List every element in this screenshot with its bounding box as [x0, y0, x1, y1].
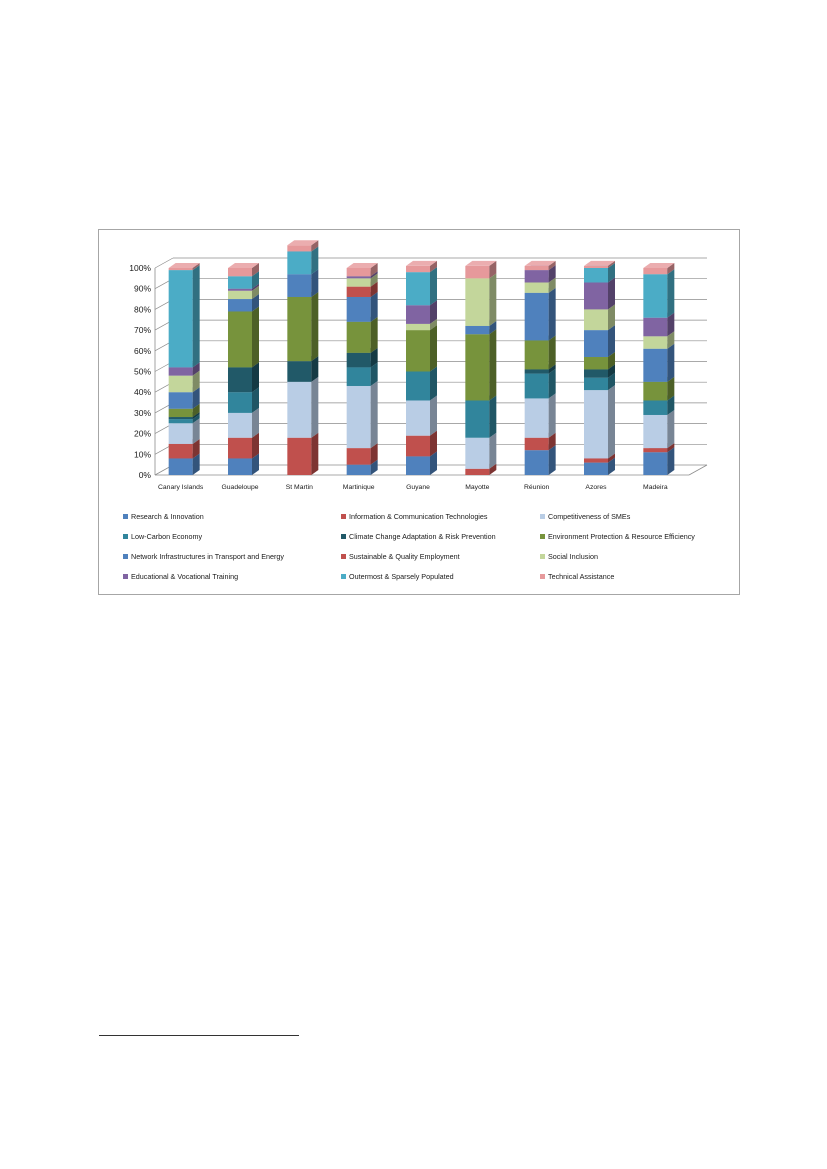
- legend-swatch: [540, 554, 545, 559]
- legend-swatch: [341, 574, 346, 579]
- bar-segment-front: [169, 270, 193, 367]
- legend-swatch: [341, 554, 346, 559]
- bar-segment-front: [643, 318, 667, 337]
- y-tick-label: 0%: [138, 470, 151, 480]
- bar-segment-front: [525, 374, 549, 399]
- bar-segment: [347, 317, 378, 353]
- bar-segment-side: [311, 377, 318, 438]
- x-category-label: Mayotte: [465, 484, 490, 491]
- bar-segment-front: [643, 452, 667, 475]
- bar-segment-front: [228, 268, 252, 276]
- footnote-separator: [99, 1035, 299, 1036]
- bar-segment-front: [406, 324, 430, 330]
- bar-segment-side: [371, 381, 378, 448]
- bar-segment-front: [525, 438, 549, 450]
- bar-segment-side: [549, 335, 556, 369]
- bar-segment-front: [228, 276, 252, 288]
- legend-label: Social Inclusion: [548, 552, 598, 561]
- bar-segment-front: [347, 287, 371, 297]
- legend-swatch: [540, 574, 545, 579]
- legend-item: [540, 512, 630, 521]
- x-axis-categories: [158, 484, 668, 491]
- bar-segment-front: [525, 266, 549, 270]
- y-tick-label: 100%: [129, 263, 151, 273]
- bar-segment-front: [584, 357, 608, 369]
- x-category-label: Martinique: [342, 484, 375, 491]
- bar-segment: [584, 385, 615, 458]
- bar-segment-front: [347, 448, 371, 465]
- legend-item: [341, 572, 454, 581]
- bar-segment-side: [430, 267, 437, 305]
- bar-segment-front: [169, 419, 193, 423]
- x-category-label: Réunion: [524, 484, 550, 491]
- bar-segment-front: [228, 438, 252, 459]
- bar-segment-front: [347, 322, 371, 353]
- bar-segment-front: [643, 415, 667, 448]
- bar-segment-side: [608, 325, 615, 357]
- legend-swatch: [123, 574, 128, 579]
- bar-segment-front: [643, 400, 667, 414]
- bar-segment-front: [525, 270, 549, 282]
- bar-segment-front: [347, 276, 371, 278]
- bar-segment: [465, 329, 496, 400]
- bar-segment-front: [465, 469, 489, 475]
- bar-segment: [287, 377, 318, 438]
- bar-segment: [347, 381, 378, 448]
- bar-segment-front: [643, 268, 667, 274]
- bar-segment-front: [228, 291, 252, 299]
- bar-segment-side: [549, 445, 556, 475]
- bar-segment: [287, 433, 318, 475]
- legend-item: [123, 512, 204, 521]
- bar-segment-side: [549, 288, 556, 341]
- bar-segment-side: [667, 410, 674, 448]
- bar-segment-front: [228, 392, 252, 413]
- legend-swatch: [341, 534, 346, 539]
- x-category-label: Canary Islands: [157, 484, 204, 491]
- bar-segment-front: [347, 278, 371, 286]
- bar-segment-front: [643, 382, 667, 401]
- bar-segment-front: [287, 382, 311, 438]
- bar-segment-front: [584, 378, 608, 390]
- bar-segment-front: [584, 266, 608, 268]
- bar-segment-side: [430, 367, 437, 401]
- legend-swatch: [540, 534, 545, 539]
- legend-item: [123, 572, 238, 581]
- bar-segment-front: [584, 390, 608, 458]
- bar-segment-front: [465, 334, 489, 400]
- bar-segment-front: [287, 274, 311, 297]
- bar-segment: [406, 325, 437, 371]
- y-axis-ticks: [129, 263, 151, 480]
- floor-right-edge: [689, 465, 707, 475]
- bar-segment: [406, 267, 437, 305]
- bar-segment-side: [311, 292, 318, 361]
- bar-segment-front: [584, 309, 608, 330]
- bar-segment-side: [608, 277, 615, 309]
- bar-segment-front: [643, 336, 667, 348]
- bar-segment-front: [347, 386, 371, 448]
- bar-segment-side: [371, 292, 378, 322]
- bar-segment-front: [525, 450, 549, 475]
- bar-segment-side: [252, 306, 259, 367]
- bar-segment: [169, 265, 200, 367]
- y-tick-label: 90%: [133, 283, 151, 294]
- bar-segment-front: [228, 311, 252, 367]
- bar-segment-front: [287, 297, 311, 361]
- bar-segment-side: [371, 317, 378, 353]
- legend-item: [540, 532, 695, 541]
- bar-segment-front: [465, 400, 489, 437]
- bar-segment-front: [643, 349, 667, 382]
- bar-segment-side: [311, 433, 318, 475]
- bar-segment-front: [406, 372, 430, 401]
- bar-segment-front: [584, 369, 608, 377]
- legend-item: [341, 532, 496, 541]
- legend-item: [540, 572, 614, 581]
- legend-item: [123, 552, 284, 561]
- bar-segment: [465, 261, 496, 278]
- bar-segment-front: [169, 423, 193, 444]
- bar-segment-side: [549, 393, 556, 437]
- bar-segment-front: [287, 245, 311, 251]
- bar-segment-front: [525, 369, 549, 373]
- bar-segment-front: [347, 465, 371, 475]
- y-tick-label: 10%: [133, 449, 151, 460]
- bar-segment: [287, 292, 318, 361]
- bar-segment: [465, 273, 496, 326]
- bar-segment-front: [347, 297, 371, 322]
- legend-label: Climate Change Adaptation & Risk Prevention: [349, 532, 496, 541]
- bar-segment-front: [169, 458, 193, 475]
- x-category-label: Guadeloupe: [221, 484, 259, 491]
- legend-item: [341, 552, 460, 561]
- bars-layer: [169, 240, 675, 475]
- bar-segment-front: [169, 392, 193, 409]
- bar-segment-side: [489, 273, 496, 326]
- bar-segment-front: [228, 289, 252, 291]
- x-category-label: Madeira: [643, 484, 668, 491]
- bar-segment-front: [169, 268, 193, 270]
- legend-item: [341, 512, 488, 521]
- bar-segment-side: [193, 265, 200, 367]
- bar-segment: [406, 367, 437, 401]
- bar-segment-side: [252, 362, 259, 392]
- bar-segment: [287, 240, 318, 251]
- bar-segment-front: [584, 463, 608, 475]
- bar-segment-front: [406, 330, 430, 371]
- legend-swatch: [540, 514, 545, 519]
- bar-segment: [525, 335, 556, 369]
- legend-swatch: [123, 514, 128, 519]
- bar-segment-front: [228, 458, 252, 475]
- bar-segment-front: [287, 361, 311, 382]
- bar-segment-front: [525, 282, 549, 292]
- x-category-label: Guyane: [406, 484, 430, 491]
- legend-label: Information & Communication Technologies: [349, 512, 488, 521]
- bar-segment-front: [406, 400, 430, 435]
- chart-frame: [98, 229, 740, 595]
- bar-segment-side: [489, 433, 496, 469]
- bar-segment-front: [643, 448, 667, 452]
- bar-segment: [525, 393, 556, 437]
- bar-segment-side: [667, 269, 674, 317]
- bar-segment: [347, 263, 378, 276]
- legend-label: Low-Carbon Economy: [131, 532, 203, 541]
- y-tick-label: 80%: [133, 304, 151, 315]
- bar-segment-front: [228, 367, 252, 392]
- legend-label: Technical Assistance: [548, 572, 615, 581]
- bar-segment-side: [608, 385, 615, 458]
- bar-segment-front: [287, 438, 311, 475]
- bar-segment-front: [584, 268, 608, 282]
- bar-segment-front: [584, 330, 608, 357]
- legend-label: Network Infrastructures in Transport and Energy: [131, 552, 285, 561]
- legend-label: Educational & Vocational Training: [131, 572, 239, 581]
- bar-segment-side: [489, 395, 496, 437]
- bar-segment-front: [406, 456, 430, 475]
- bar-segment-front: [169, 409, 193, 417]
- bar-segment: [406, 395, 437, 435]
- y-tick-label: 50%: [133, 366, 151, 377]
- x-category-label: St Martin: [285, 484, 313, 491]
- bar-segment: [228, 263, 259, 276]
- y-tick-label: 70%: [133, 325, 151, 336]
- x-category-label: Azores: [585, 484, 607, 491]
- bar-segment: [643, 410, 674, 448]
- bar-segment-front: [169, 444, 193, 458]
- legend-swatch: [341, 514, 346, 519]
- legend-label: Sustainable & Quality Employment: [349, 552, 460, 561]
- bar-segment-front: [228, 299, 252, 311]
- bar-segment: [465, 433, 496, 469]
- bar-segment: [525, 288, 556, 341]
- bar-segment-front: [465, 266, 489, 278]
- legend-swatch: [123, 534, 128, 539]
- legend-swatch: [123, 554, 128, 559]
- bar-segment-front: [525, 293, 549, 341]
- bar-segment: [643, 344, 674, 382]
- bar-segment-front: [287, 251, 311, 274]
- bar-segment: [406, 261, 437, 272]
- bar-segment-front: [465, 278, 489, 326]
- legend-item: [123, 532, 202, 541]
- bar-segment-side: [252, 408, 259, 438]
- bar-segment-front: [406, 266, 430, 272]
- bar-segment-front: [584, 282, 608, 309]
- legend-label: Outermost & Sparsely Populated: [349, 572, 454, 581]
- gridline-diagonal: [155, 258, 173, 268]
- legend-label: Environment Protection & Resource Efficiency: [548, 532, 695, 541]
- bar-segment-front: [406, 436, 430, 457]
- bar-segment-front: [465, 326, 489, 334]
- bar-segment-front: [584, 458, 608, 462]
- bar-segment-side: [667, 344, 674, 382]
- bar-segment-front: [347, 268, 371, 276]
- bar-segment-front: [169, 376, 193, 393]
- bar-segment-front: [406, 272, 430, 305]
- bar-segment-front: [406, 305, 430, 324]
- y-tick-label: 60%: [133, 345, 151, 356]
- bar-segment-front: [169, 367, 193, 375]
- bar-segment-front: [525, 398, 549, 437]
- bar-segment-side: [549, 369, 556, 399]
- bar-segment-front: [228, 413, 252, 438]
- y-tick-label: 30%: [133, 407, 151, 418]
- bar-segment-front: [643, 274, 667, 317]
- bar-segment: [643, 269, 674, 317]
- bar-segment-front: [347, 367, 371, 386]
- bar-segment-front: [169, 417, 193, 419]
- legend-label: Competitiveness of SMEs: [548, 512, 631, 521]
- legend-item: [540, 552, 598, 561]
- bar-segment-front: [525, 340, 549, 369]
- bar-segment-side: [430, 395, 437, 435]
- bar-segment-front: [465, 438, 489, 469]
- bar-segment: [643, 263, 674, 274]
- bar-segment: [228, 306, 259, 367]
- y-tick-label: 20%: [133, 428, 151, 439]
- bar-segment-side: [430, 325, 437, 371]
- bar-segment-side: [489, 329, 496, 400]
- y-tick-label: 40%: [133, 387, 151, 398]
- legend-label: Research & Innovation: [131, 512, 204, 521]
- bar-segment: [465, 395, 496, 437]
- bar-segment-front: [347, 353, 371, 367]
